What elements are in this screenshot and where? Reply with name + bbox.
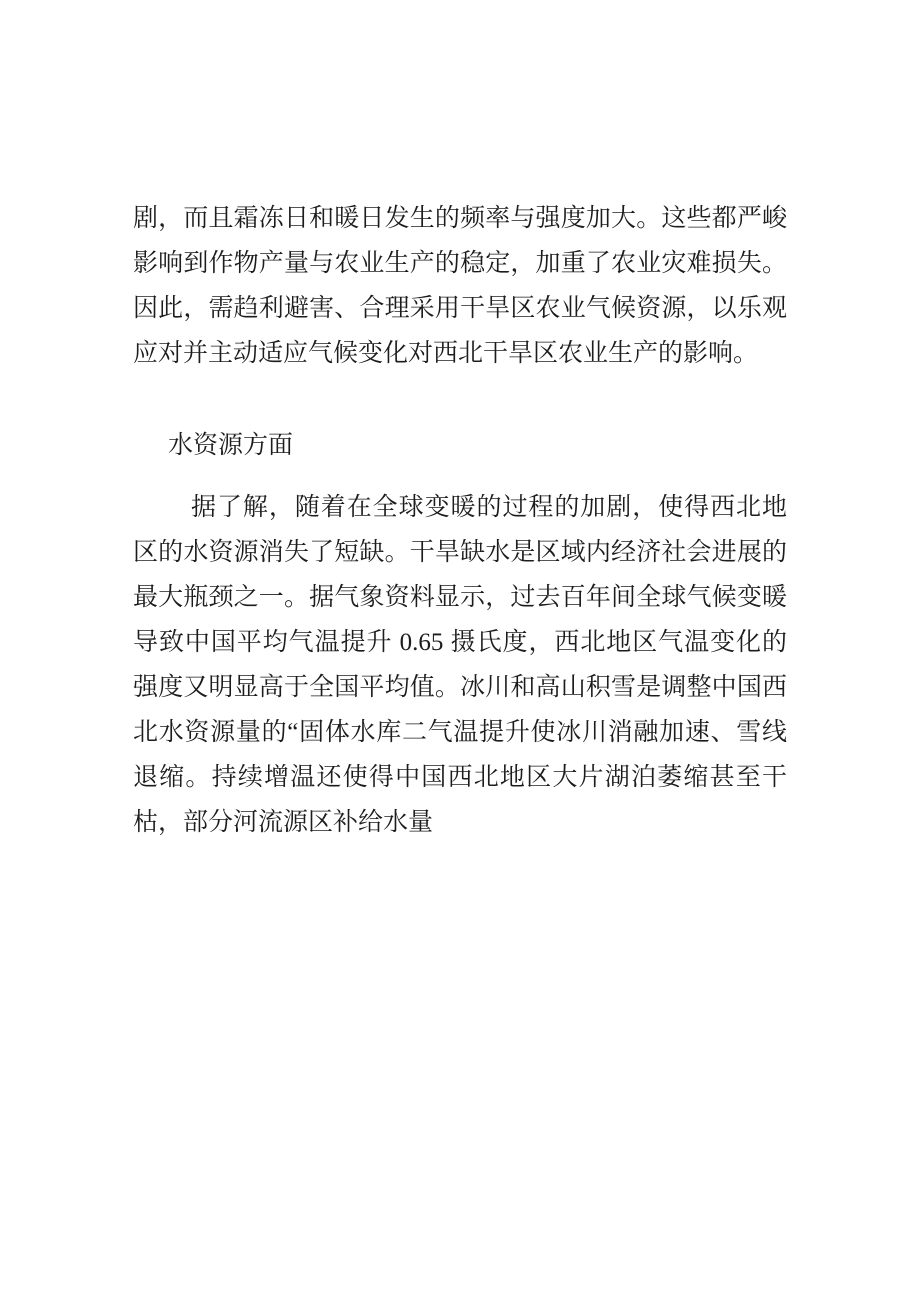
text-line: 最大瓶颈之一。据气象资料显示，过去百年间全球气候变暖 [133, 584, 787, 611]
text-line: 影响到作物产量与农业生产的稳定，加重了农业灾难损失。 [133, 250, 787, 277]
paragraph-water-resources [133, 485, 787, 845]
text-line: 枯，部分河流源区补给水量 [133, 809, 434, 836]
text-line: 因此，需趋利避害、合理采用干旱区农业气候资源，以乐观 [133, 295, 787, 322]
text-line: 应对并主动适应气候变化对西北干旱区农业生产的影响。 [133, 340, 759, 367]
text-line: 剧，而且霜冻日和暖日发生的频率与强度加大。这些都严峻 [133, 205, 787, 232]
paragraph-agriculture [133, 196, 787, 376]
section-heading-water-resources: 水资源方面 [168, 432, 294, 459]
text-line: 导致中国平均气温提升 0.65 摄氏度，西北地区气温变化的 [133, 629, 787, 656]
text-line: 据了解，随着在全球变暖的过程的加剧，使得西北地 [191, 494, 787, 521]
text-line: 北水资源量的“固体水库二气温提升使冰川消融加速、雪线 [133, 719, 787, 746]
text-line: 退缩。持续增温还使得中国西北地区大片湖泊萎缩甚至干 [133, 764, 787, 791]
document-page [133, 196, 787, 845]
text-line: 区的水资源消失了短缺。干旱缺水是区域内经济社会进展的 [133, 539, 787, 566]
text-line: 强度又明显高于全国平均值。冰川和高山积雪是调整中国西 [133, 674, 787, 701]
